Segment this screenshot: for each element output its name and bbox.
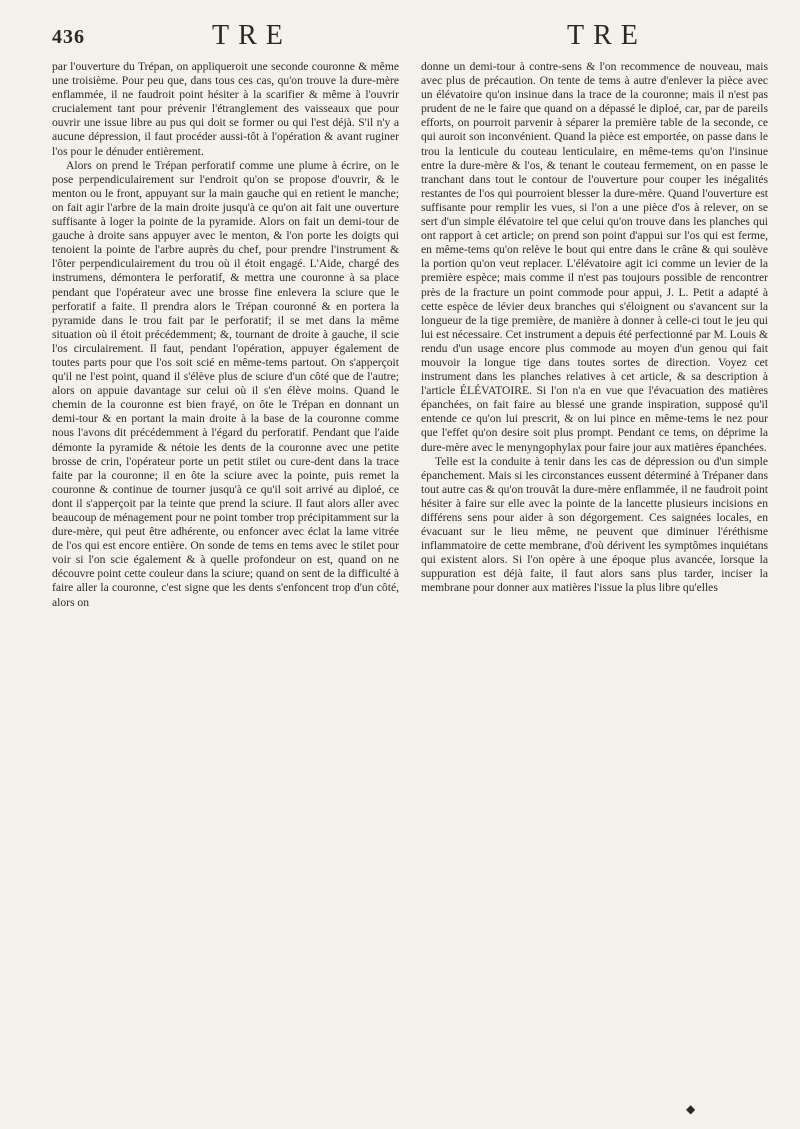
paragraph: Telle est la conduite à tenir dans les cas de dépression ou d'un simple épanchement. Mais si les circonstances eussent déterminé à Trépaner dans tout autre cas & qu'on trouvât la dure-mère enflammée, il ne faudroit point hésiter à faire sur elle avec la pointe de la lancette plusieurs incisions en différens sens pour aider à son dégorgement. Ces saignées locales, en évacuant sur le lieu même, ne peuvent que diminuer l'éréthisme inflammatoire de cette membrane, d'où dérivent les symptômes inquiétans qui existent alors. Si l'on opère à une époque plus avancée, lorsque la suppuration est déjà faite, il faut alors sans plus tarder, inciser la membrane pour donner aux matières l'issue la plus libre qu'elles — [421, 454, 768, 595]
paragraph: par l'ouverture du Trépan, on appliqueroit une seconde couronne & même une troisième. Pour peu que, dans tous ces cas, qu'on trouve la dure-mère enflammée, il ne faudroit point hésiter à la scarifier & même à l'ouvrir crucialement tant pour prévenir l'étranglement des vaisseaux que pour ouvrir une issue libre au pus qui doit se former ou qui l'est déjà. S'il n'y a aucune dépression, il faut procéder aussi-tôt à l'opération & avant ruginer l'os pour le dénuder entièrement. — [52, 60, 399, 158]
page-header — [52, 16, 770, 60]
right-column — [421, 60, 768, 1118]
text-columns — [52, 60, 770, 1118]
running-head-right: TRE — [567, 20, 647, 51]
ornament-icon: ◆ — [686, 1102, 696, 1116]
page-number: 436 — [52, 26, 85, 48]
left-column — [52, 60, 399, 1118]
paragraph: donne un demi-tour à contre-sens & l'on recommence de nouveau, mais avec plus de précaution. On tente de tems à autre d'enlever la pièce avec un élévatoire qu'on insinue dans la trace de la couronne; mais il n'est pas prudent de ne le faire que quand on a dépassé le diploé, car, par de pareils efforts, on pourroit parvenir à séparer la première table de la seconde, ce qui auroit son inconvénient. Quand la pièce est emportée, on passe dans le trou la lenticule du couteau lenticulaire, en même-tems qu'on l'insinue entre la dure-mère & l'os, & tenant le couteau fermement, on en passe le tranchant dans tout le contour de l'ouverture pour couper les inégalités restantes de l'os qui pourroient blesser la dure-mère. Quand l'ouverture est suffisante pour remplir les vues, si l'on a une pièce d'os à relever, on se sert d'un simple élévatoire tel que celui qu'on trouve dans les planches qui ont rapport à cet article; on prend son point d'appui sur l'os qui est ferme, en même-tems qu'on relève le bout qui entre dans le crâne & qui soulève la portion qu'on veut replacer. L'élévatoire agit ici comme un levier de la première espèce; mais comme il n'est pas toujours possible de rencontrer près de la fracture un point commode pour appui, J. L. Petit a adapté à cette espèce de lévier deux branches qui s'éloignent ou s'avancent sur la longueur de la tige première, de manière à donner à celle-ci tout le jeu qui lui est nécessaire. Cet instrument a depuis été perfectionné par M. Louis & rendu d'un usage encore plus commode au moyen d'un genou qui fait mouvoir la longue tige dans toutes sortes de direction. Voyez cet instrument dans les planches relatives à cet article, & sa description à l'article ÉLÉVATOIRE. Si l'on n'a en vue que l'évacuation des matières épanchées, on fait faire au blessé une grande inspiration, supposé qu'il entende ce qu'on lui prescrit, & on lui pince en même-tems le nez pour que l'effet qu'on desire soit plus prompt. Pendant ce tems, on déprime la dure-mère avec le menyngophylax pour faire jour aux matières épanchées. — [421, 60, 768, 454]
running-head-left: TRE — [212, 20, 292, 51]
paragraph: Alors on prend le Trépan perforatif comme une plume à écrire, on le pose perpendiculairement sur l'endroit qu'on se propose d'ouvrir, & le menton ou le front, appuyant sur la main gauche qui en retient le manche; on fait agir l'arbre de la main droite jusqu'à ce qu'on ait fait une ouverture suffisante à loger la pointe de la pyramide. Alors on fait un demi-tour de gauche à droite sans appuyer avec le menton, & l'on porte les doigts qui tenoient la pointe de l'arbre auprès du chef, pour prendre l'instrument & l'ôter perpendiculairement du trou où il étoit engagé. L'Aide, chargé des instrumens, démontera le perforatif, & mettra une couronne à sa place pendant que l'opérateur avec une brosse fine enlevera la sciure que le perforatif a faite. Il prendra alors le Trépan couronné & en portera la pyramide dans le trou fait par le perforatif; il se met dans la même situation où il étoit précédemment; &, tournant de droite à gauche, il scie l'os circulairement. Il faut, pendant l'opération, appuyer également de toutes parts pour que l'os soit scié en même-tems partout. On s'apperçoit qu'il ne l'est point, quand il s'élève plus de sciure d'un côté que de l'autre; alors on appuie davantage sur celui où il s'en élève moins. Quand le chemin de la couronne est bien frayé, on ôte le Trépan en donnant un demi-tour & en portant la main droite à la base de la couronne comme nous l'avons dit précédemment à l'égard du perforatif. Pendant que l'aide démonte la pyramide & nétoie les dents de la couronne avec une petite brosse de crin, l'opérateur porte un petit stilet ou cure-dent dans la trace faite par la couronne; il en ôte la sciure avec la pointe, puis remet la couronne & continue de tourner jusqu'à ce qu'il soit arrivé au diploé, ce dont il s'apperçoit par la teinte que prend la sciure. Il faut alors aller avec beaucoup de ménagement pour ne point tomber trop précipitamment sur la dure-mère, qui peut être adhérente, ou enfoncer avec éclat la lame vitrée de l'os qui est encore entière. On sonde de tems en tems avec le stilet pour voir si l'on scie également & à quelle profondeur on est, quand on ne découvre point cette couleur dans la sciure; quand on sent de la difficulté à faire aller la couronne, c'est signe que les dents s'enfoncent trop d'un côté, alors on — [52, 158, 399, 609]
